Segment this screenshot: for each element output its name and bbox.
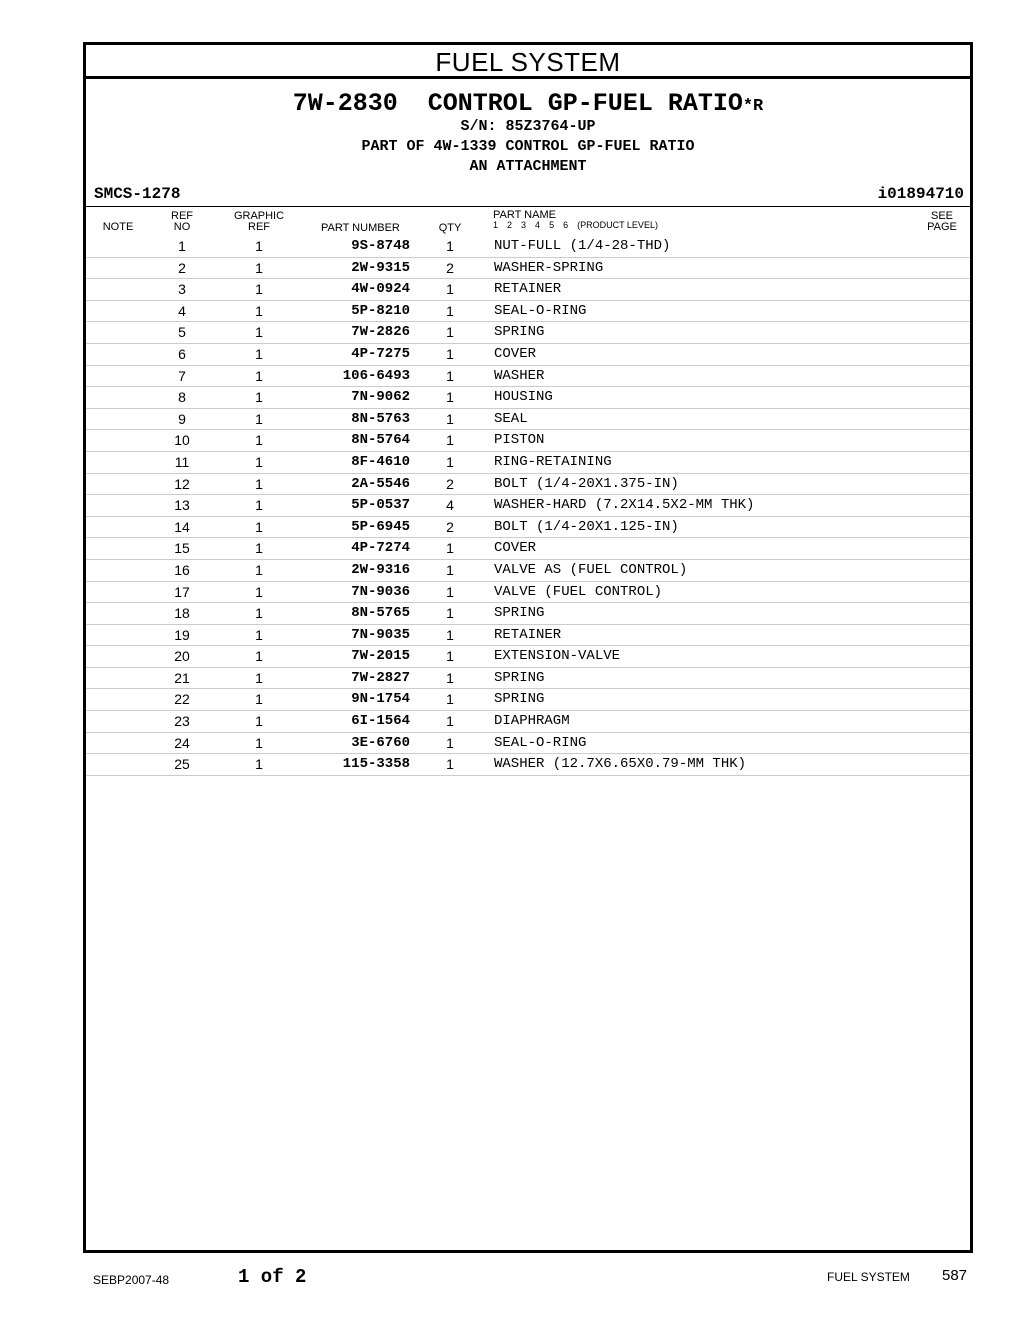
part-number-cell: 3E-6760	[351, 734, 410, 751]
ref-no-cell: 17	[174, 583, 190, 600]
col-note: NOTE	[102, 221, 134, 233]
qty-cell: 1	[446, 367, 454, 384]
ref-no-cell: 13	[174, 497, 190, 514]
part-number-cell: 7W-2015	[351, 648, 410, 665]
qty-cell: 2	[446, 518, 454, 535]
parts-list	[86, 236, 970, 776]
part-number-cell: 2W-9316	[351, 561, 410, 578]
graphic-ref-cell: 1	[255, 345, 263, 362]
ref-no-cell: 5	[178, 324, 186, 341]
graphic-ref-cell: 1	[255, 648, 263, 665]
ref-no-cell: 9	[178, 410, 186, 427]
part-name-cell: WASHER-SPRING	[494, 259, 604, 276]
ref-no-cell: 23	[174, 713, 190, 730]
ref-no-cell: 2	[178, 259, 186, 276]
qty-cell: 1	[446, 345, 454, 362]
header-divider	[86, 206, 970, 207]
graphic-ref-cell: 1	[255, 367, 263, 384]
part-name-cell: SEAL	[494, 410, 528, 427]
qty-cell: 1	[446, 691, 454, 708]
qty-cell: 1	[446, 648, 454, 665]
footer-page-number: 587	[942, 1267, 968, 1284]
graphic-ref-cell: 1	[255, 669, 263, 686]
part-name-cell: SEAL-O-RING	[494, 734, 587, 751]
table-row	[86, 538, 970, 560]
part-number-cell: 7W-2826	[351, 324, 410, 341]
graphic-ref-cell: 1	[255, 691, 263, 708]
part-name-cell: WASHER-HARD (7.2X14.5X2-MM THK)	[494, 497, 755, 514]
part-number-cell: 8N-5765	[351, 605, 410, 622]
ref-no-cell: 1	[178, 238, 186, 254]
col-graphic-top: GRAPHIC	[233, 210, 285, 222]
graphic-ref-cell: 1	[255, 605, 263, 622]
ref-no-cell: 10	[174, 432, 190, 449]
graphic-ref-cell: 1	[255, 302, 263, 319]
table-row	[86, 236, 970, 258]
ref-no-cell: 4	[178, 302, 186, 319]
qty-cell: 4	[446, 497, 454, 514]
ref-no-cell: 15	[174, 540, 190, 557]
table-row	[86, 517, 970, 539]
table-row	[86, 279, 970, 301]
group-suffix: *R	[742, 97, 764, 116]
table-row	[86, 754, 970, 776]
graphic-ref-cell: 1	[255, 281, 263, 298]
col-see-bottom: PAGE	[927, 221, 957, 233]
serial-range: S/N: 85Z3764-UP	[460, 118, 596, 135]
part-name-cell: COVER	[494, 540, 537, 557]
table-row	[86, 689, 970, 711]
graphic-ref-cell: 1	[255, 259, 263, 276]
part-number-cell: 2W-9315	[351, 259, 410, 276]
qty-cell: 1	[446, 756, 454, 773]
table-row	[86, 409, 970, 431]
ref-no-cell: 6	[178, 345, 186, 362]
table-row	[86, 301, 970, 323]
qty-cell: 1	[446, 669, 454, 686]
ref-no-cell: 21	[174, 669, 190, 686]
col-ref-bottom: NO	[173, 221, 191, 233]
col-see-top: SEE	[930, 210, 953, 222]
graphic-ref-cell: 1	[255, 389, 263, 406]
ref-no-cell: 22	[174, 691, 190, 708]
qty-cell: 1	[446, 583, 454, 600]
section-title: FUEL SYSTEM	[86, 45, 970, 79]
group-name: CONTROL GP-FUEL RATIO	[427, 89, 743, 118]
ref-no-cell: 14	[174, 518, 190, 535]
level-6: 6	[563, 220, 569, 230]
part-number-cell: 7N-9035	[351, 626, 410, 643]
footer-section: FUEL SYSTEM	[827, 1270, 910, 1284]
part-number-cell: 8N-5763	[351, 410, 410, 427]
qty-cell: 1	[446, 540, 454, 557]
part-name-cell: SEAL-O-RING	[494, 302, 587, 319]
qty-cell: 1	[446, 389, 454, 406]
part-number-cell: 7N-9062	[351, 389, 410, 406]
qty-cell: 1	[446, 626, 454, 643]
qty-cell: 2	[446, 475, 454, 492]
part-name-cell: VALVE AS (FUEL CONTROL)	[494, 561, 688, 578]
table-row	[86, 452, 970, 474]
level-3: 3	[521, 220, 527, 230]
part-number-cell: 4P-7274	[351, 540, 410, 557]
graphic-ref-cell: 1	[255, 713, 263, 730]
ref-no-cell: 19	[174, 626, 190, 643]
product-level-label: (PRODUCT LEVEL)	[577, 220, 658, 230]
graphic-ref-cell: 1	[255, 561, 263, 578]
graphic-ref-cell: 1	[255, 238, 263, 254]
graphic-ref-cell: 1	[255, 583, 263, 600]
table-row	[86, 344, 970, 366]
qty-cell: 1	[446, 410, 454, 427]
level-1: 1	[493, 220, 499, 230]
table-row	[86, 646, 970, 668]
part-number-cell: 5P-6945	[351, 518, 410, 535]
table-row	[86, 495, 970, 517]
part-name-cell: WASHER (12.7X6.65X0.79-MM THK)	[494, 756, 747, 773]
table-row	[86, 387, 970, 409]
graphic-ref-cell: 1	[255, 626, 263, 643]
part-name-cell: NUT-FULL (1/4-28-THD)	[494, 238, 671, 254]
part-name-cell: VALVE (FUEL CONTROL)	[494, 583, 663, 600]
graphic-ref-cell: 1	[255, 518, 263, 535]
graphic-ref-cell: 1	[255, 756, 263, 773]
ref-no-cell: 11	[174, 453, 190, 470]
graphic-ref-cell: 1	[255, 410, 263, 427]
graphic-ref-cell: 1	[255, 453, 263, 470]
table-row	[86, 366, 970, 388]
part-name-cell: COVER	[494, 345, 537, 362]
col-qty: QTY	[438, 222, 462, 234]
part-number-cell: 4P-7275	[351, 345, 410, 362]
ref-no-cell: 18	[174, 605, 190, 622]
col-ref-top: REF	[171, 210, 193, 222]
ref-no-cell: 16	[174, 561, 190, 578]
qty-cell: 1	[446, 453, 454, 470]
attachment-line: AN ATTACHMENT	[469, 158, 587, 175]
part-name-cell: SPRING	[494, 691, 545, 708]
part-name-cell: RETAINER	[494, 281, 562, 298]
table-row	[86, 322, 970, 344]
qty-cell: 2	[446, 259, 454, 276]
qty-cell: 1	[446, 734, 454, 751]
part-name-cell: RETAINER	[494, 626, 562, 643]
table-row	[86, 603, 970, 625]
table-row	[86, 474, 970, 496]
part-number-cell: 106-6493	[342, 367, 410, 384]
table-row	[86, 733, 970, 755]
part-number-cell: 9S-8748	[351, 238, 410, 254]
part-name-cell: PISTON	[494, 432, 545, 449]
qty-cell: 1	[446, 605, 454, 622]
graphic-ref-cell: 1	[255, 497, 263, 514]
smcs-code: SMCS-1278	[94, 185, 181, 203]
qty-cell: 1	[446, 281, 454, 298]
col-part-number: PART NUMBER	[321, 222, 400, 234]
ref-no-cell: 8	[178, 389, 186, 406]
table-row	[86, 668, 970, 690]
qty-cell: 1	[446, 324, 454, 341]
part-number-cell: 5P-0537	[351, 497, 410, 514]
table-row	[86, 711, 970, 733]
table-row	[86, 625, 970, 647]
part-name-cell: DIAPHRAGM	[494, 713, 570, 730]
ref-no-cell: 25	[174, 756, 190, 773]
illustration-id: i01894710	[877, 185, 964, 203]
table-row	[86, 560, 970, 582]
part-number-cell: 7N-9036	[351, 583, 410, 600]
qty-cell: 1	[446, 238, 454, 254]
part-name-cell: EXTENSION-VALVE	[494, 648, 621, 665]
group-number: 7W-2830	[292, 89, 398, 118]
table-row	[86, 582, 970, 604]
qty-cell: 1	[446, 561, 454, 578]
table-row	[86, 430, 970, 452]
part-number-cell: 8F-4610	[351, 453, 410, 470]
table-row	[86, 258, 970, 280]
part-name-cell: HOUSING	[494, 389, 553, 406]
part-name-cell: RING-RETAINING	[494, 453, 612, 470]
part-number-cell: 5P-8210	[351, 302, 410, 319]
graphic-ref-cell: 1	[255, 475, 263, 492]
part-name-cell: BOLT (1/4-20X1.125-IN)	[494, 518, 679, 535]
level-5: 5	[549, 220, 555, 230]
graphic-ref-cell: 1	[255, 324, 263, 341]
product-level-scale	[493, 221, 667, 230]
qty-cell: 1	[446, 713, 454, 730]
col-part-name: PART NAME	[493, 209, 556, 221]
footer-page-of: 1 of 2	[238, 1266, 307, 1288]
col-graphic-bottom: REF	[248, 221, 270, 233]
part-number-cell: 2A-5546	[351, 475, 410, 492]
graphic-ref-cell: 1	[255, 540, 263, 557]
part-name-cell: BOLT (1/4-20X1.375-IN)	[494, 475, 679, 492]
part-number-cell: 4W-0924	[351, 281, 410, 298]
ref-no-cell: 20	[174, 648, 190, 665]
footer-doc-code: SEBP2007-48	[93, 1273, 170, 1287]
part-name-cell: SPRING	[494, 669, 545, 686]
part-number-cell: 7W-2827	[351, 669, 410, 686]
level-4: 4	[535, 220, 541, 230]
graphic-ref-cell: 1	[255, 734, 263, 751]
part-name-cell: SPRING	[494, 605, 545, 622]
ref-no-cell: 3	[178, 281, 186, 298]
part-number-cell: 6I-1564	[351, 713, 410, 730]
qty-cell: 1	[446, 432, 454, 449]
ref-no-cell: 12	[174, 475, 190, 492]
part-name-cell: WASHER	[494, 367, 545, 384]
parts-page-frame	[83, 42, 973, 1253]
ref-no-cell: 24	[174, 734, 190, 751]
part-number-cell: 8N-5764	[351, 432, 410, 449]
qty-cell: 1	[446, 302, 454, 319]
ref-no-cell: 7	[178, 367, 186, 384]
graphic-ref-cell: 1	[255, 432, 263, 449]
part-number-cell: 115-3358	[342, 756, 410, 773]
part-of-line: PART OF 4W-1339 CONTROL GP-FUEL RATIO	[361, 138, 695, 155]
part-number-cell: 9N-1754	[351, 691, 410, 708]
part-name-cell: SPRING	[494, 324, 545, 341]
level-2: 2	[507, 220, 513, 230]
